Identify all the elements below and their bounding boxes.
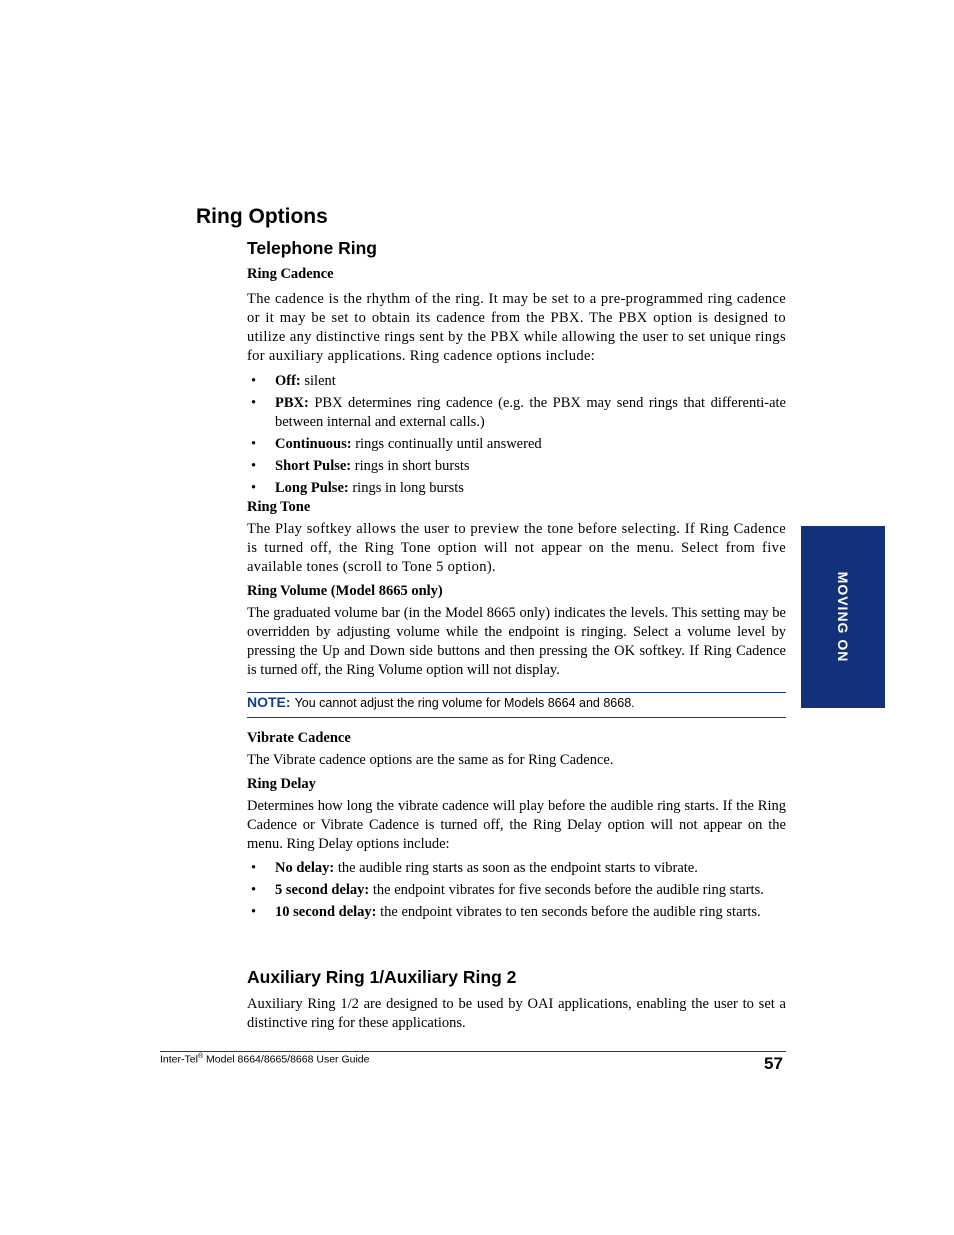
note-label: NOTE:: [247, 694, 291, 710]
telephone-ring-heading: Telephone Ring: [247, 238, 377, 258]
side-tab-label: MOVING ON: [835, 571, 851, 663]
bullet-icon: •: [251, 436, 257, 452]
ring-cadence-text: The cadence is the rhythm of the ring. It may be set to a pre-programmed ring cadence or it may be set to obtain its cadence from the PBX. The PBX option is designed to utilize any distinctive rings sent by the PBX while allowing the user to set unique rings for auxiliary applications. Ring cadence options include:: [247, 291, 786, 364]
note-bottom-rule: [247, 717, 786, 718]
section-side-tab: [801, 526, 885, 708]
note-top-rule: [247, 692, 786, 693]
bullet-icon: •: [251, 458, 257, 474]
ring-delay-options: [247, 859, 786, 922]
vibrate-cadence-heading: Vibrate Cadence: [247, 730, 351, 746]
page-number: 57: [764, 1054, 783, 1073]
list-item: • Continuous: rings continually until answered: [251, 436, 542, 452]
ring-tone-text: The Play softkey allows the user to preview the tone before selecting. If Ring Cadence is turned off, the Ring Tone option will not appear on the menu. Select from five available tones (scroll to Tone 5 option).: [247, 521, 786, 575]
ring-delay-heading: Ring Delay: [247, 776, 316, 792]
auxiliary-ring-text: Auxiliary Ring 1/2 are designed to be used by OAI applications, enabling the user to set a distinctive ring for these applications.: [247, 996, 786, 1031]
ring-volume-heading: Ring Volume (Model 8665 only): [247, 583, 443, 599]
bullet-icon: •: [251, 480, 257, 496]
list-item: • 10 second delay: the endpoint vibrates to ten seconds before the audible ring starts.: [251, 904, 761, 920]
ring-delay-text: Determines how long the vibrate cadence will play before the audible ring starts. If the Ring Cadence or Vibrate Cadence is turned off, the Ring Delay option will not appear on the menu. Ring Delay options include:: [247, 798, 786, 852]
list-item: • No delay: the audible ring starts as soon as the endpoint starts to vibrate.: [251, 860, 698, 876]
footer-rule: [160, 1051, 786, 1052]
list-item: • Long Pulse: rings in long bursts: [251, 480, 464, 496]
ring-volume-text: The graduated volume bar (in the Model 8665 only) indicates the levels. This setting may be overridden by adjusting volume while the endpoint is ringing. Select a volume level by pressing the Up and Down side buttons and then pressing the OK softkey. If Ring Cadence is turned off, the Ring Volume option will not display.: [247, 605, 786, 678]
auxiliary-ring-heading: Auxiliary Ring 1/Auxiliary Ring 2: [247, 967, 517, 987]
list-item: • 5 second delay: the endpoint vibrates for five seconds before the audible ring starts.: [251, 882, 764, 898]
ring-tone-heading: Ring Tone: [247, 499, 311, 515]
footer-guide-title: Inter-Tel® Model 8664/8665/8668 User Guide: [160, 1053, 370, 1066]
note: [247, 694, 635, 710]
list-item: • Short Pulse: rings in short bursts: [251, 458, 470, 474]
list-item: • Off: silent: [251, 373, 336, 389]
note-text: You cannot adjust the ring volume for Models 8664 and 8668.: [294, 696, 635, 710]
ring-cadence-heading: Ring Cadence: [247, 266, 334, 282]
bullet-icon: •: [251, 395, 257, 411]
page-title: Ring Options: [196, 205, 328, 228]
bullet-icon: •: [251, 373, 257, 389]
bullet-icon: •: [251, 904, 257, 920]
list-item: • PBX: PBX determines ring cadence (e.g. the PBX may send rings that differenti-ate between internal and external calls.): [251, 395, 786, 430]
bullet-icon: •: [251, 882, 257, 898]
vibrate-cadence-text: The Vibrate cadence options are the same as for Ring Cadence.: [247, 752, 614, 768]
bullet-icon: •: [251, 860, 257, 876]
ring-cadence-options: [247, 372, 786, 498]
